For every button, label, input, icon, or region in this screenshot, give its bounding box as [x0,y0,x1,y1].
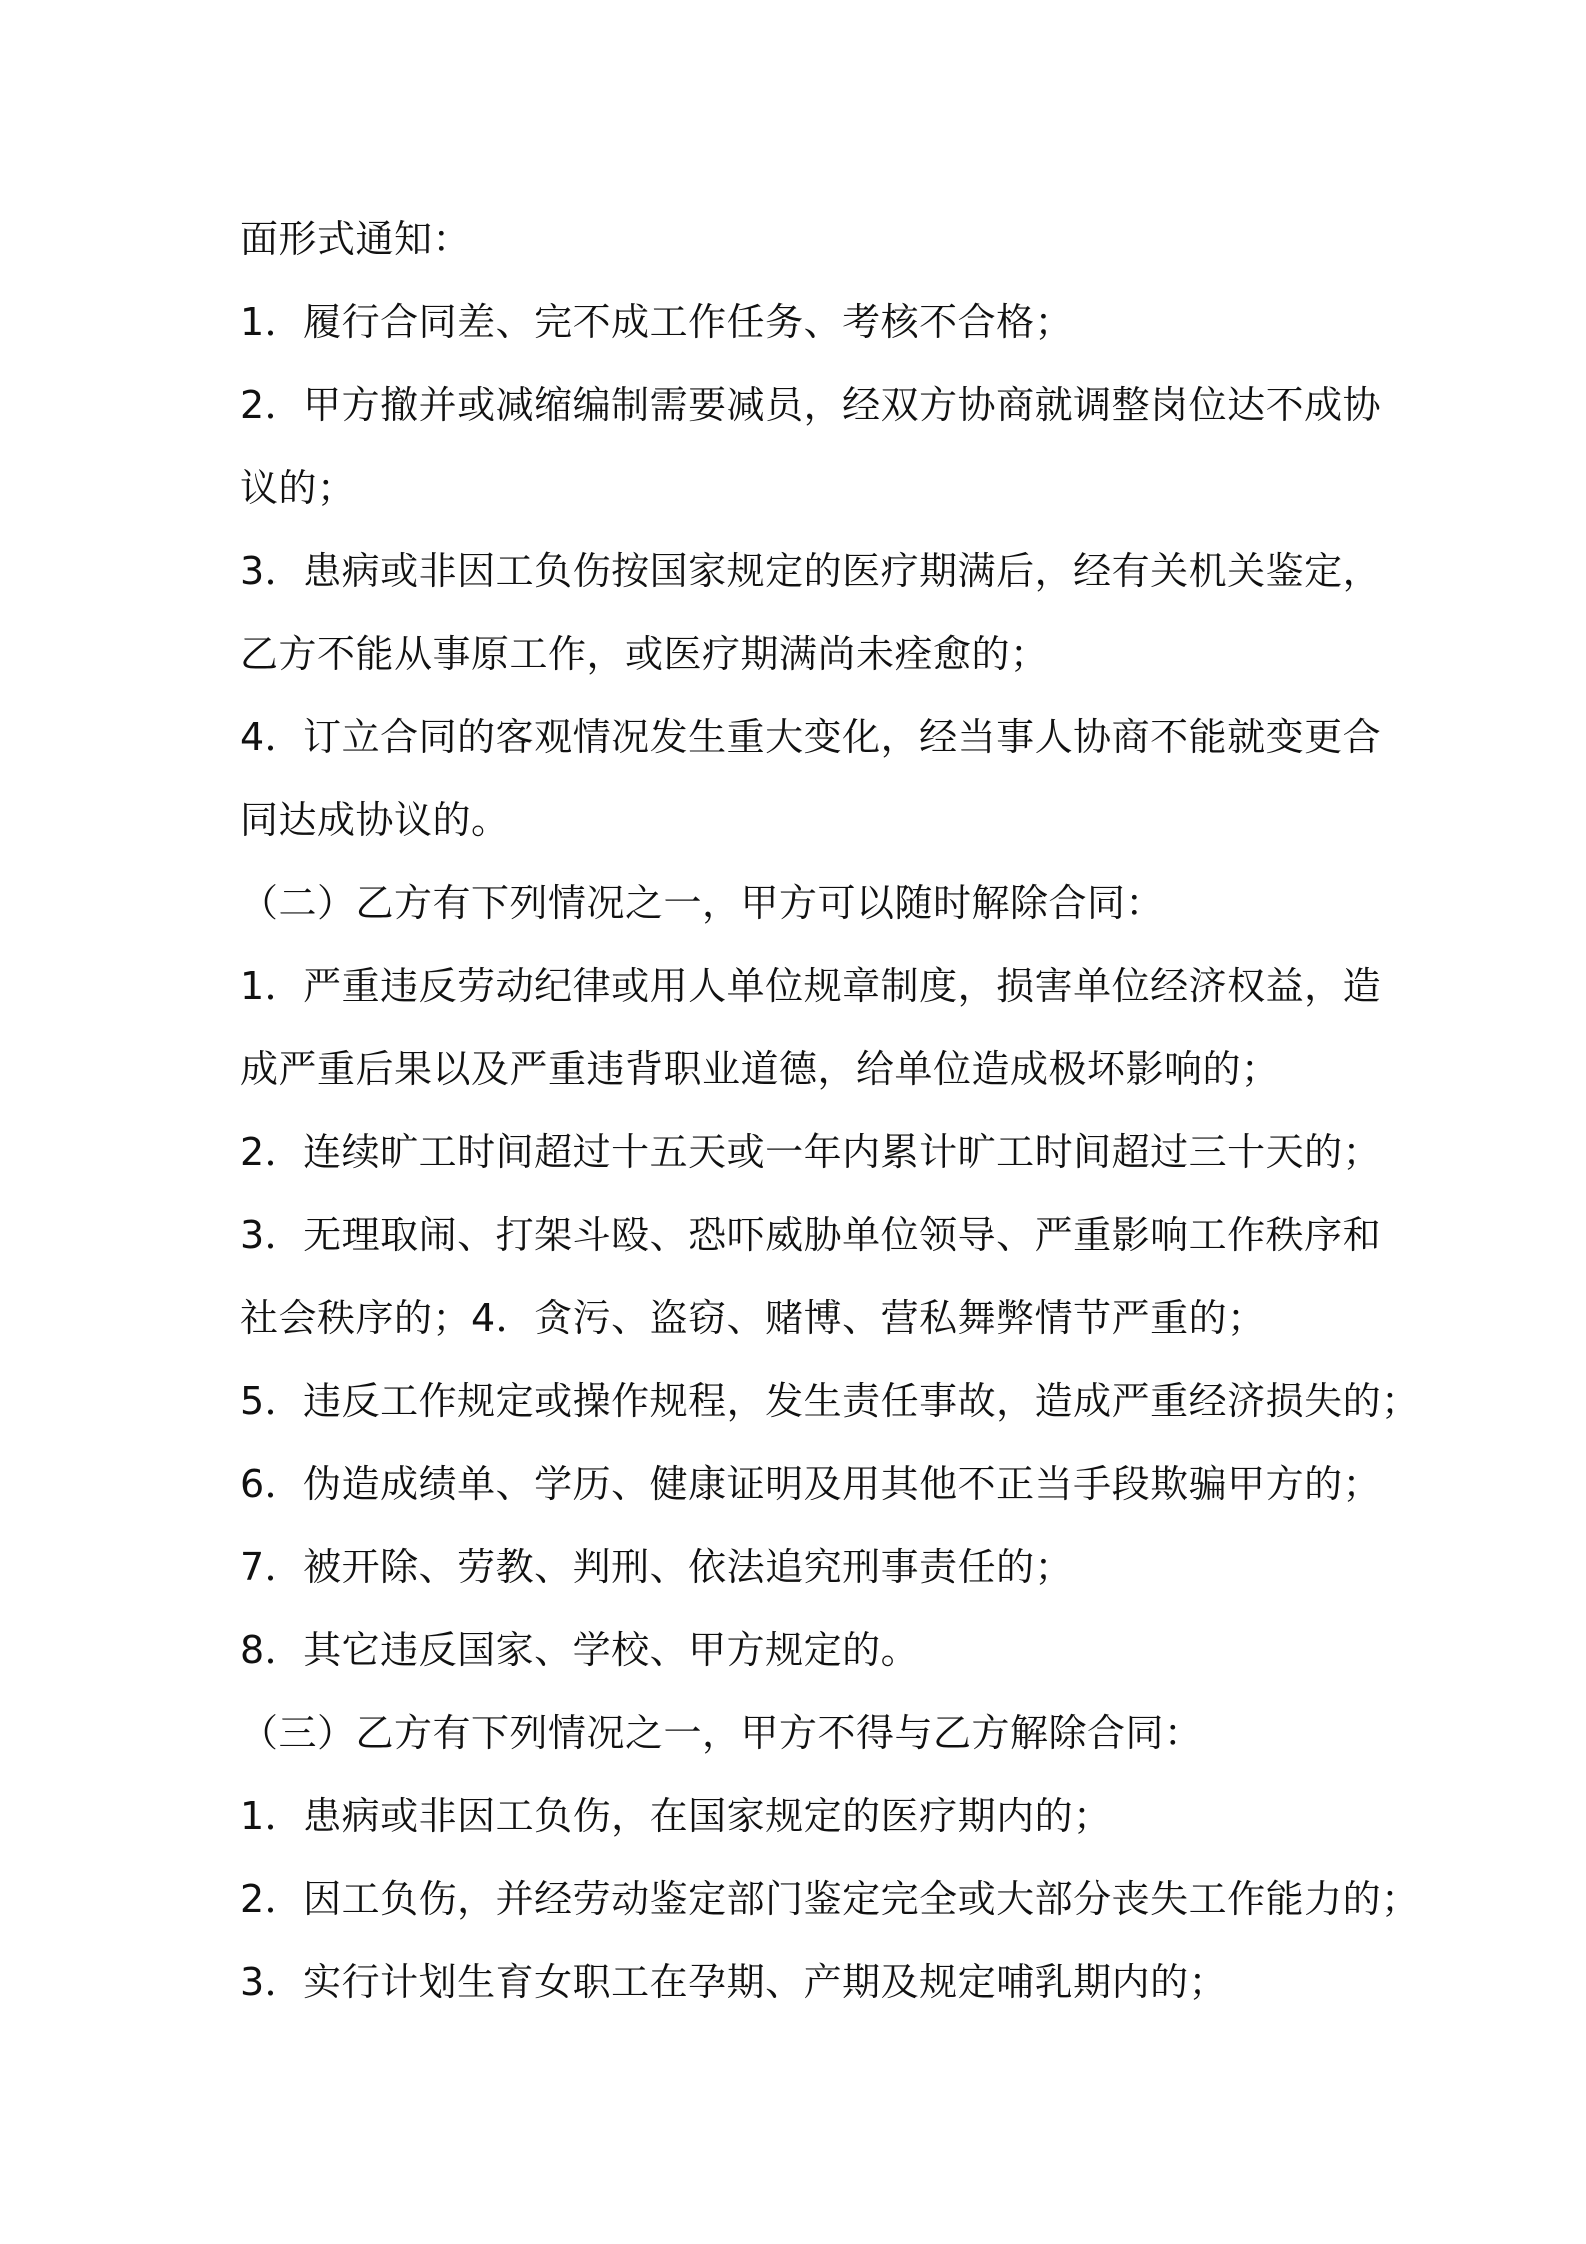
text-line: 乙方不能从事原工作，或医疗期满尚未痊愈的； [240,632,1049,676]
text-line: 1．严重违反劳动纪律或用人单位规章制度，损害单位经济权益，造 [240,964,1382,1008]
text-line: 社会秩序的；4．贪污、盗窃、赌博、营私舞弊情节严重的； [240,1296,1266,1340]
text-line: 2．甲方撤并或减缩编制需要减员，经双方协商就调整岗位达不成协 [240,383,1382,427]
text-line: 7．被开除、劳教、判刑、依法追究刑事责任的； [240,1545,1074,1589]
text-line: 6．伪造成绩单、学历、健康证明及用其他不正当手段欺骗甲方的； [240,1462,1382,1506]
text-line: 5．违反工作规定或操作规程，发生责任事故，造成严重经济损失的； [240,1379,1420,1423]
text-line: 1．履行合同差、完不成工作任务、考核不合格； [240,300,1074,344]
text-line: 2．因工负伤，并经劳动鉴定部门鉴定完全或大部分丧失工作能力的； [240,1877,1420,1921]
text-line: 2．连续旷工时间超过十五天或一年内累计旷工时间超过三十天的； [240,1130,1382,1174]
section-heading: （三）乙方有下列情况之一，甲方不得与乙方解除合同： [240,1711,1203,1755]
text-line: 面形式通知： [240,217,472,261]
text-line: 同达成协议的。 [240,798,510,842]
section-heading: （二）乙方有下列情况之一，甲方可以随时解除合同： [240,881,1165,925]
text-line: 成严重后果以及严重违背职业道德，给单位造成极坏影响的； [240,1047,1280,1091]
document-body [240,198,1420,2024]
text-line: 1．患病或非因工负伤，在国家规定的医疗期内的； [240,1794,1112,1838]
text-line: 3．无理取闹、打架斗殴、恐吓威胁单位领导、严重影响工作秩序和 [240,1213,1382,1257]
text-line: 议的； [240,466,356,510]
text-line: 4．订立合同的客观情况发生重大变化，经当事人协商不能就变更合 [240,715,1382,759]
text-line: 3．患病或非因工负伤按国家规定的医疗期满后，经有关机关鉴定， [240,549,1382,593]
text-line: 3．实行计划生育女职工在孕期、产期及规定哺乳期内的； [240,1960,1228,2004]
text-line: 8．其它违反国家、学校、甲方规定的。 [240,1628,920,1672]
